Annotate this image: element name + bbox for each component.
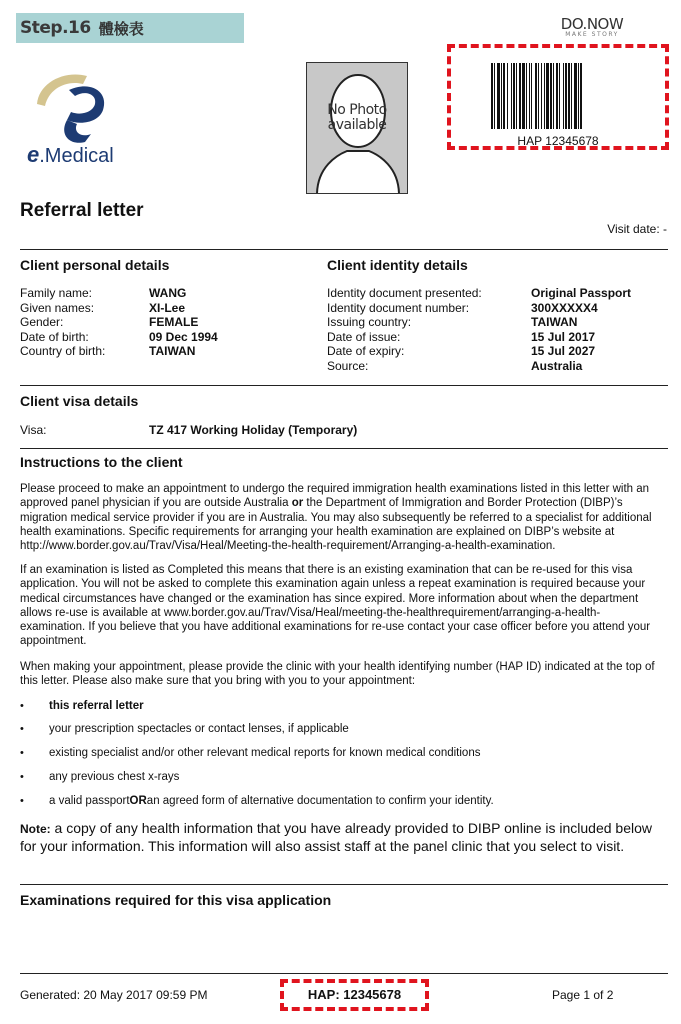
page-number: Page 1 of 2 [552, 988, 614, 1002]
barcode-bar [503, 63, 505, 129]
step-title: 體檢表 [98, 19, 144, 38]
barcode-icon [491, 63, 621, 129]
generated-timestamp: Generated: 20 May 2017 09:59 PM [20, 988, 208, 1002]
brand-logo [552, 15, 632, 38]
divider [20, 385, 668, 386]
barcode-bar [546, 63, 549, 129]
barcode-bar [516, 63, 517, 129]
barcode-bar [550, 63, 552, 129]
barcode-box [447, 44, 669, 150]
barcode-bar [531, 63, 532, 129]
barcode-bar [526, 63, 527, 129]
barcode-bar [568, 63, 570, 129]
barcode-bar [556, 63, 558, 129]
barcode-bar [501, 63, 502, 129]
page-title: Referral letter [20, 200, 144, 221]
detail-row: Date of birth: 09 Dec 1994 [20, 329, 218, 344]
brand-tagline: MAKE STORY [565, 31, 619, 38]
divider [20, 884, 668, 885]
barcode-bar [574, 63, 577, 129]
list-item: • a valid passport OR an agreed form of alternative documentation to confirm your identity. [20, 795, 494, 807]
detail-row: Date of expiry: 15 Jul 2027 [327, 344, 596, 358]
barcode-bar [580, 63, 582, 129]
divider [20, 249, 668, 250]
divider [20, 973, 668, 974]
detail-row: Gender: FEMALE [20, 315, 199, 329]
identity-heading: Client identity details [327, 257, 468, 273]
visa-label: Visa: [20, 423, 47, 437]
step-banner [16, 13, 244, 43]
detail-row: Family name: WANG [20, 286, 187, 300]
brand-name: DO.NOW [560, 15, 624, 33]
barcode-bar [538, 63, 539, 129]
barcode-label: HAP 12345678 [517, 134, 599, 148]
barcode-bar [553, 63, 554, 129]
barcode-bar [511, 63, 512, 129]
barcode-bar [522, 63, 525, 129]
personal-heading: Client personal details [20, 257, 170, 273]
barcode-bar [491, 63, 493, 129]
list-item: • any previous chest x-rays [20, 771, 180, 783]
detail-row: Given names: XI-Lee [20, 300, 186, 315]
identity-details [327, 286, 631, 373]
visa-row [20, 423, 357, 437]
barcode-bar [559, 63, 560, 129]
photo-placeholder [306, 62, 408, 194]
detail-row: Identity document presented: Original Passport [327, 286, 632, 300]
exams-heading: Examinations required for this visa application [20, 892, 332, 908]
personal-details [20, 286, 218, 359]
footer-hap-id: HAP: 12345678 [280, 979, 429, 1011]
barcode-bar [513, 63, 515, 129]
barcode-bar [494, 63, 495, 129]
instructions-paragraph: When making your appointment, please provide the clinic with your health identifying number (HAP ID) indicated at the top of this letter. Please also make sure that you bring with you to your appointment: [20, 661, 655, 688]
barcode-bar [563, 63, 564, 129]
photo-text: No Photo available [327, 102, 387, 133]
instructions-paragraph: Please proceed to make an appointment to undergo the required immigration health examinations listed in this letter with an approved panel physician if you are outside Australia or the Department of Immigration and Border Protection (DIBP)’s migration medical service provider if you are in Australia. You may also subsequently be referred to a specialist for additional health examinations. Specific requirements for arranging your health examination are explained on DIBP’s website at http://www.border.gov.au/Trav/Visa/Heal/Meeting-the-health-requirement/Arranging-a-health-examination. [20, 483, 652, 553]
instructions-heading: Instructions to the client [20, 454, 183, 470]
visa-heading: Client visa details [20, 393, 139, 409]
barcode-bar [529, 63, 530, 129]
list-item: • existing specialist and/or other relevant medical reports for known medical conditions [20, 747, 481, 759]
divider [20, 448, 668, 449]
emedical-wordmark: e.Medical [27, 142, 114, 167]
barcode-bar [497, 63, 500, 129]
detail-row: Issuing country: TAIWAN [327, 315, 578, 329]
barcode-bar [565, 63, 567, 129]
detail-row: Source: Australia [327, 358, 583, 373]
note-paragraph: Note: a copy of any health information that you have already provided to DIBP online is included below for your information. This information will also assist staff at the panel clinic that you select to visit. [20, 820, 653, 854]
barcode-bar [541, 63, 542, 129]
detail-row: Country of birth: TAIWAN [20, 344, 196, 358]
list-item: • this referral letter [20, 700, 144, 712]
barcode-bar [578, 63, 579, 129]
detail-row: Date of issue: 15 Jul 2017 [327, 329, 596, 344]
list-item: • your prescription spectacles or contact lenses, if applicable [20, 723, 349, 735]
visit-date: Visit date: - [607, 222, 667, 236]
visa-value: TZ 417 Working Holiday (Temporary) [149, 423, 358, 437]
detail-row: Identity document number: 300XXXXX4 [327, 300, 598, 315]
barcode-bar [519, 63, 521, 129]
barcode-bar [507, 63, 508, 129]
instructions-paragraph: If an examination is listed as Completed this means that there is an existing examination that can be re-used for this visa application. You will not be asked to complete this examination again unless a repeat examination is required because your medical circumstances have changed or the examination has since expired. More information about when the department allows re-use is available at www.border.gov.au/Trav/Visa/Heal/meeting-the-healthrequirement/arranging-a-health-examination. If you believe that you have additional examinations for re-use contact your case officer before you attend your appointment. [20, 564, 651, 648]
barcode-bar [535, 63, 537, 129]
barcode-bar [544, 63, 545, 129]
barcode-bar [571, 63, 572, 129]
step-label: Step.16 [20, 18, 91, 38]
